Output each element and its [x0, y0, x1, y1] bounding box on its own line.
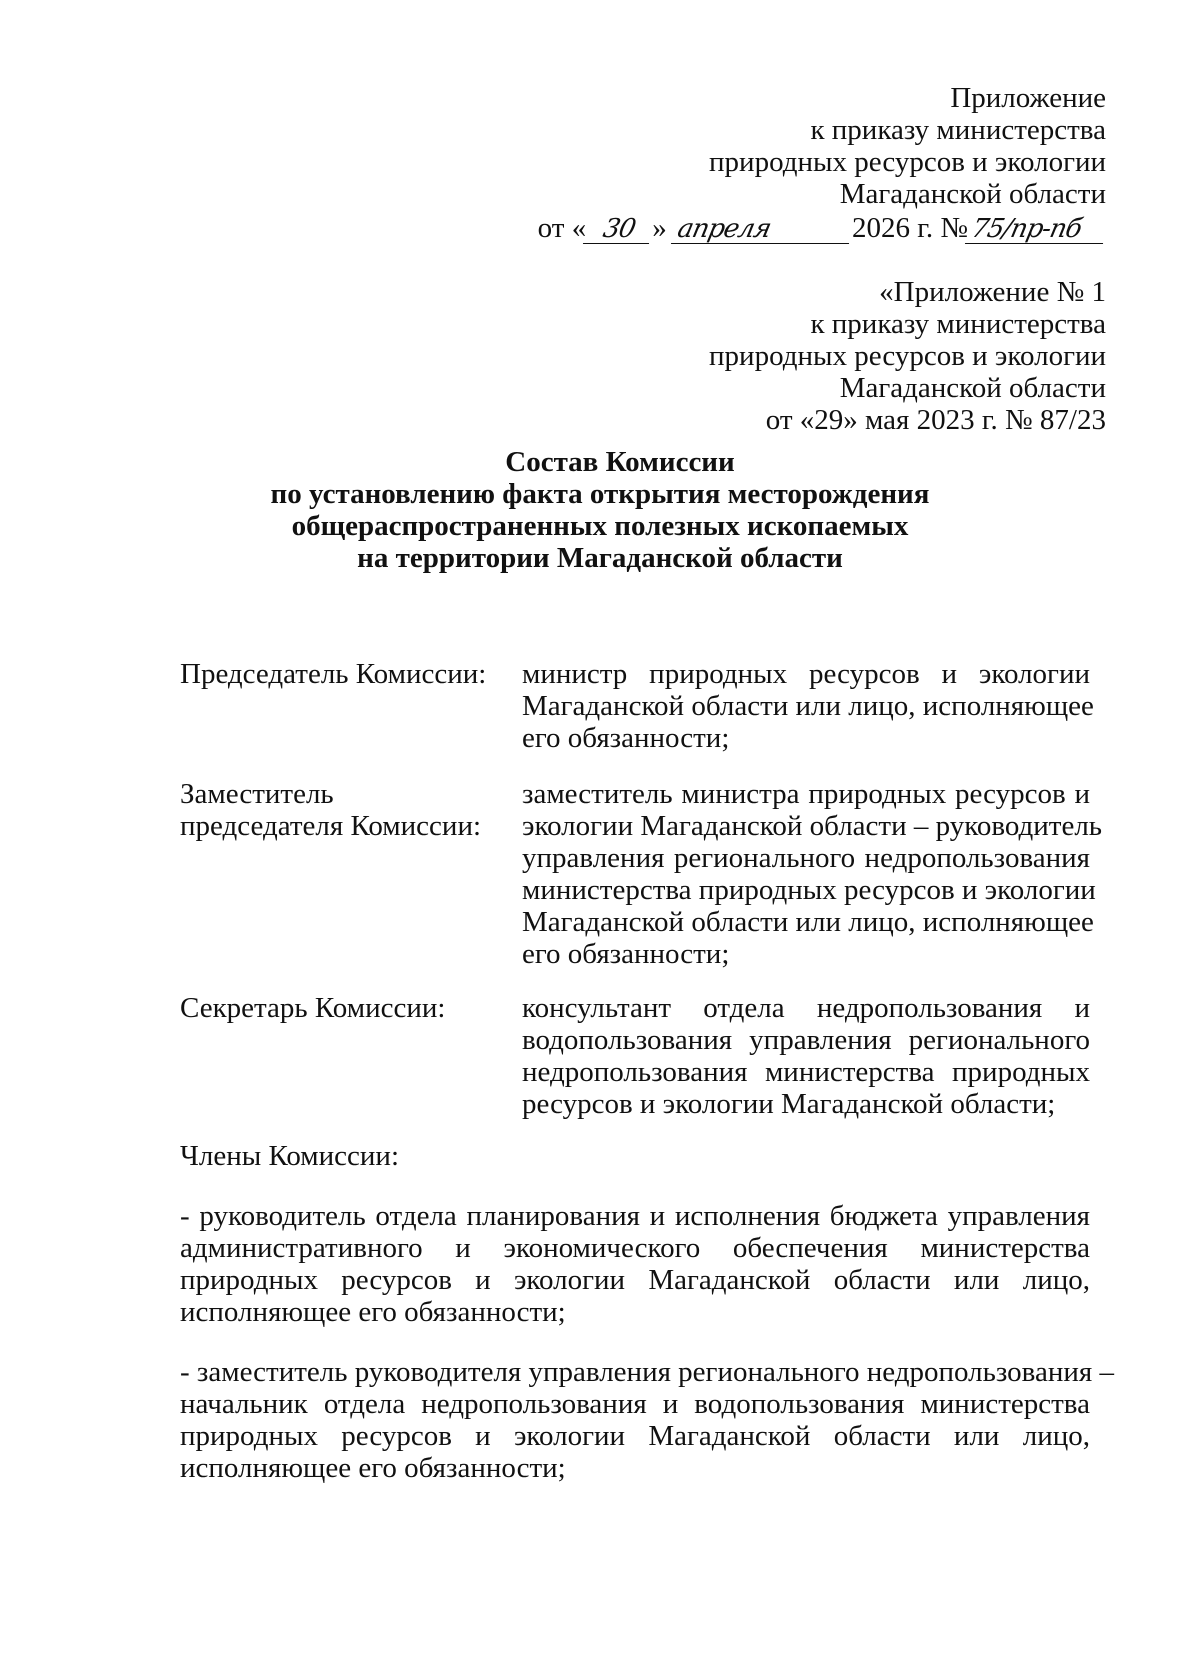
handwritten-order-number: 75/пр-пб	[965, 215, 1109, 244]
appendix1-line: «Приложение № 1	[879, 276, 1106, 308]
member-line: - заместитель руководителя управления регионального недропользования –	[180, 1356, 1114, 1388]
role-text-line: его обязанности;	[522, 722, 730, 754]
date-mid: »	[652, 212, 667, 244]
appendix-header	[538, 82, 1106, 244]
role-text-line: экологии Магаданской области – руководитель	[522, 810, 1103, 842]
role-label: Секретарь Комиссии:	[180, 992, 446, 1024]
member-line: исполняющее его обязанности;	[180, 1452, 566, 1484]
role-text-line: недропользования министерства природных	[522, 1056, 1090, 1088]
role-text-line: ресурсов и экологии Магаданской области;	[522, 1088, 1056, 1120]
role-label: Председатель Комиссии:	[180, 658, 487, 690]
appendix1-header	[709, 276, 1106, 436]
handwritten-month: апреля	[671, 215, 855, 244]
role-text-line: министерства природных ресурсов и экологии	[522, 874, 1096, 906]
commission-members	[180, 1140, 1114, 1484]
member-item	[180, 1200, 1090, 1328]
appendix-date-line	[538, 212, 1106, 244]
member-item	[180, 1356, 1114, 1484]
date-year: 2026 г. №	[851, 212, 968, 244]
role-text-line: его обязанности;	[522, 938, 730, 970]
appendix-line: Магаданской области	[839, 178, 1106, 210]
title-line: на территории Магаданской области	[357, 542, 843, 574]
member-line: - руководитель отдела планирования и исполнения бюджета управления	[180, 1200, 1090, 1232]
role-description	[522, 658, 1094, 754]
appendix-line: к приказу министерства	[810, 114, 1106, 146]
role-text-line: заместитель министра природных ресурсов и	[522, 778, 1090, 810]
handwritten-day: 30	[583, 215, 655, 244]
members-heading: Члены Комиссии:	[180, 1140, 400, 1172]
role-label-text: Заместитель председателя Комиссии:	[180, 778, 482, 842]
member-line: исполняющее его обязанности;	[180, 1296, 566, 1328]
role-text-line: водопользования управления регионального	[522, 1024, 1090, 1056]
appendix-line: природных ресурсов и экологии	[709, 146, 1106, 178]
role-text-line: консультант отдела недропользования и	[522, 992, 1090, 1024]
role-description	[522, 992, 1090, 1120]
appendix-line: Приложение	[950, 82, 1106, 114]
date-prefix: от «	[537, 212, 587, 244]
member-line: начальник отдела недропользования и водопользования министерства	[180, 1388, 1090, 1420]
member-line: природных ресурсов и экологии Магаданской области или лицо,	[180, 1264, 1090, 1296]
role-label	[180, 778, 500, 842]
document-title	[0, 446, 1200, 574]
member-line: административного и экономического обеспечения министерства	[180, 1232, 1090, 1264]
member-line: природных ресурсов и экологии Магаданской области или лицо,	[180, 1420, 1090, 1452]
appendix1-line: от «29» мая 2023 г. № 87/23	[765, 404, 1106, 436]
role-text-line: Магаданской области или лицо, исполняющее	[522, 690, 1094, 722]
role-text-line: министр природных ресурсов и экологии	[522, 658, 1090, 690]
title-line: Состав Комиссии	[505, 446, 735, 478]
title-line: общераспространенных полезных ископаемых	[291, 510, 909, 542]
role-description	[522, 778, 1103, 970]
title-line: по установлению факта открытия месторождения	[270, 478, 930, 510]
appendix1-line: к приказу министерства	[810, 308, 1106, 340]
appendix1-line: Магаданской области	[839, 372, 1106, 404]
role-text-line: Магаданской области или лицо, исполняющее	[522, 906, 1094, 938]
role-text-line: управления регионального недропользования	[522, 842, 1090, 874]
appendix1-line: природных ресурсов и экологии	[709, 340, 1106, 372]
